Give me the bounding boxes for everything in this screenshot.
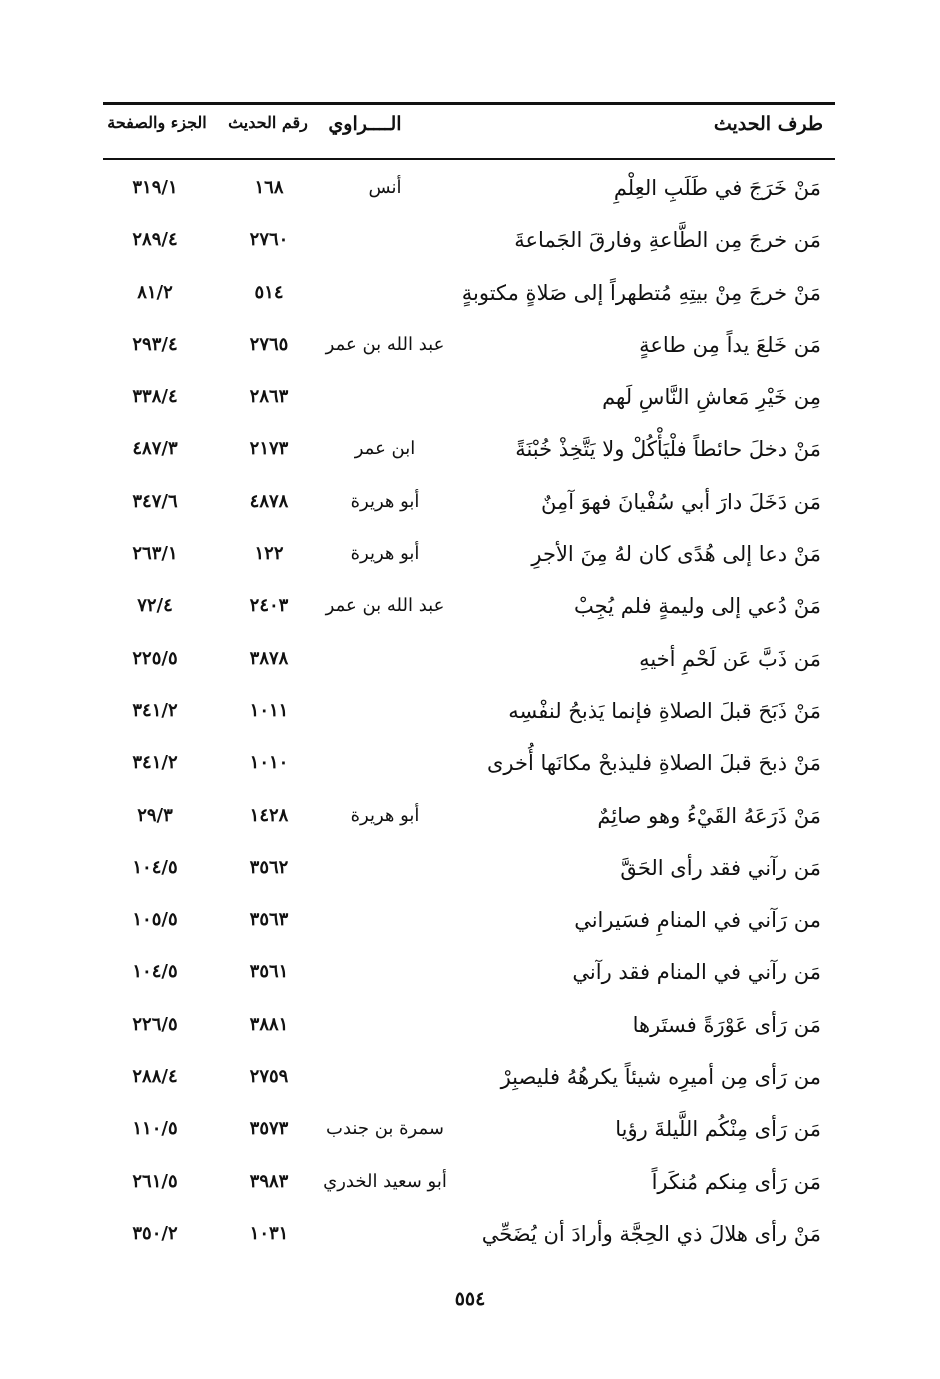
hadith-number: ٥١٤ <box>254 281 284 303</box>
hadith-text: مَنْ ذبحَ قبلَ الصلاةِ فليذبحْ مكانَها أُخرى <box>486 751 821 776</box>
hadith-number: ١٢٢ <box>254 543 284 565</box>
narrator-name: عبد الله بن عمر <box>325 595 445 617</box>
volume-page-ref: ١١٠/٥ <box>132 1118 178 1140</box>
volume-page-ref: ٢٩/٣ <box>137 804 173 826</box>
hadith-text: مَن دَخَلَ دارَ أبي سُفْيانَ فهوَ آمِنٌ <box>540 489 821 514</box>
narrator-name: ابن عمر <box>354 438 416 460</box>
hadith-text: مَن خرجَ مِن الطَّاعةِ وفارقَ الجَماعةَ <box>514 228 821 253</box>
top-rule <box>103 102 835 105</box>
hadith-text: مَنْ دعا إلى هُدًى كان لهُ مِنَ الأجرِ <box>531 542 821 567</box>
volume-page-ref: ٢٨٩/٤ <box>132 229 178 251</box>
hadith-text: مَن رَأى عَوْرَةً فستَرها <box>632 1012 821 1037</box>
hadith-text: مَن ذَبَّ عَن لَحْمِ أخيهِ <box>639 646 821 671</box>
narrator-name: أبو هريرة <box>350 804 420 826</box>
hadith-text: مِن خَيْرِ مَعاشِ النَّاسِ لَهم <box>602 385 821 410</box>
narrator-name: أنس <box>368 177 402 198</box>
table-header <box>103 113 835 151</box>
volume-page-ref: ٣٤١/٢ <box>132 752 178 774</box>
hadith-number: ٣٨٧٨ <box>249 647 289 669</box>
hadith-number: ١٠٣١ <box>249 1222 289 1244</box>
table-row <box>103 738 835 790</box>
header-rule <box>103 158 835 160</box>
hadith-number: ٣٩٨٣ <box>249 1170 289 1192</box>
table-row <box>103 268 835 320</box>
table-row <box>103 1000 835 1052</box>
table-row <box>103 634 835 686</box>
header-hadith-number: رقم الحديث <box>228 113 308 132</box>
hadith-number: ٤٨٧٨ <box>249 490 289 512</box>
table-row <box>103 581 835 633</box>
table-row <box>103 791 835 843</box>
table-body <box>103 163 835 1261</box>
header-narrator: الــــراوي <box>328 113 402 135</box>
hadith-text: مَن رَأى مِنكم مُنكَراً <box>651 1169 821 1194</box>
table-row <box>103 686 835 738</box>
hadith-text: مَنْ دخلَ حائطاً فلْيَأْكُلْ ولا يَتَّخِذْ خُبْنَةً <box>515 437 821 462</box>
hadith-text: مَن رآني في المنام فقد رآني <box>572 960 821 985</box>
hadith-text: من رَآني في المنامِ فسَيراني <box>574 908 821 933</box>
narrator-name: أبو سعيد الخدري <box>323 1170 447 1192</box>
narrator-name: عبد الله بن عمر <box>325 333 445 355</box>
volume-page-ref: ٢٩٣/٤ <box>132 333 178 355</box>
hadith-number: ٢١٧٣ <box>249 438 289 460</box>
table-row <box>103 1052 835 1104</box>
volume-page-ref: ٢٢٥/٥ <box>132 647 178 669</box>
table-row <box>103 372 835 424</box>
volume-page-ref: ٣٣٨/٤ <box>132 386 178 408</box>
hadith-number: ١٤٢٨ <box>249 804 289 826</box>
hadith-number: ٢٧٦٥ <box>249 333 289 355</box>
table-row <box>103 215 835 267</box>
hadith-text: مَنْ ذَرَعَهُ القَيْءُ وهو صائِمٌ <box>597 803 821 828</box>
header-volume-page: الجزء والصفحة <box>107 113 207 132</box>
table-row <box>103 843 835 895</box>
volume-page-ref: ٢٢٦/٥ <box>132 1013 178 1035</box>
hadith-number: ١٠١١ <box>249 699 289 721</box>
volume-page-ref: ٣٤٧/٦ <box>132 490 178 512</box>
hadith-text: مَنْ رأى هلالَ ذي الحِجَّة وأرادَ أن يُضَحِّي <box>481 1221 821 1246</box>
volume-page-ref: ٤٨٧/٣ <box>132 438 178 460</box>
hadith-number: ٢٤٠٣ <box>249 595 289 617</box>
volume-page-ref: ١٠٤/٥ <box>132 856 178 878</box>
narrator-name: أبو هريرة <box>350 543 420 565</box>
page-number: ٥٥٤ <box>454 1288 486 1310</box>
table-row <box>103 895 835 947</box>
hadith-number: ١٦٨ <box>254 177 284 198</box>
hadith-number: ١٠١٠ <box>249 752 289 774</box>
hadith-number: ٣٥٧٣ <box>249 1118 289 1140</box>
volume-page-ref: ٨١/٢ <box>137 281 173 303</box>
hadith-text: مَنْ خرجَ مِنْ بيتِهِ مُتطهراً إلى صَلاةٍ مكتوبةٍ <box>461 280 821 305</box>
table-row <box>103 477 835 529</box>
volume-page-ref: ٣٥٠/٢ <box>132 1222 178 1244</box>
hadith-number: ٣٥٦٣ <box>249 909 289 931</box>
hadith-number: ٣٥٦١ <box>249 961 289 983</box>
hadith-text: من رَأى مِن أميرِه شيئاً يكرهُهُ فليصبِرْ <box>500 1065 821 1090</box>
table-row <box>103 947 835 999</box>
volume-page-ref: ١٠٤/٥ <box>132 961 178 983</box>
hadith-text: مَنْ دُعي إلى وليمةٍ فلم يُجِبْ <box>574 594 821 619</box>
hadith-number: ٣٨٨١ <box>249 1013 289 1035</box>
volume-page-ref: ١٠٥/٥ <box>132 909 178 931</box>
volume-page-ref: ٣٤١/٢ <box>132 699 178 721</box>
table-row <box>103 1209 835 1261</box>
hadith-number: ٢٧٥٩ <box>249 1066 289 1088</box>
volume-page-ref: ٧٢/٤ <box>137 595 173 617</box>
table-row <box>103 320 835 372</box>
table-row <box>103 163 835 215</box>
hadith-number: ٢٧٦٠ <box>249 229 289 251</box>
table-row <box>103 529 835 581</box>
header-hadith: طرف الحديث <box>713 113 823 135</box>
narrator-name: أبو هريرة <box>350 490 420 512</box>
volume-page-ref: ٢٨٨/٤ <box>132 1066 178 1088</box>
hadith-number: ٢٨٦٣ <box>249 386 289 408</box>
narrator-name: سمرة بن جندب <box>326 1118 444 1140</box>
hadith-text: مَنْ خَرَجَ في طَلَبِ العِلْمِ <box>613 176 821 200</box>
hadith-text: مَن رآني فقد رأى الحَقَّ <box>620 855 821 880</box>
table-row <box>103 1104 835 1156</box>
hadith-text: مَن خَلعَ يداً مِن طاعةٍ <box>639 332 821 357</box>
volume-page-ref: ٣١٩/١ <box>132 177 178 198</box>
volume-page-ref: ٢٦١/٥ <box>132 1170 178 1192</box>
table-row <box>103 424 835 476</box>
volume-page-ref: ٢٦٣/١ <box>132 543 178 565</box>
table-row <box>103 1157 835 1209</box>
hadith-text: مَنْ ذَبَحَ قبلَ الصلاةِ فإنما يَذبحُ لنفْسِه <box>508 698 821 723</box>
hadith-number: ٣٥٦٢ <box>249 856 289 878</box>
hadith-text: مَن رَأى مِنْكُم اللَّيلةَ رؤيا <box>615 1117 821 1142</box>
